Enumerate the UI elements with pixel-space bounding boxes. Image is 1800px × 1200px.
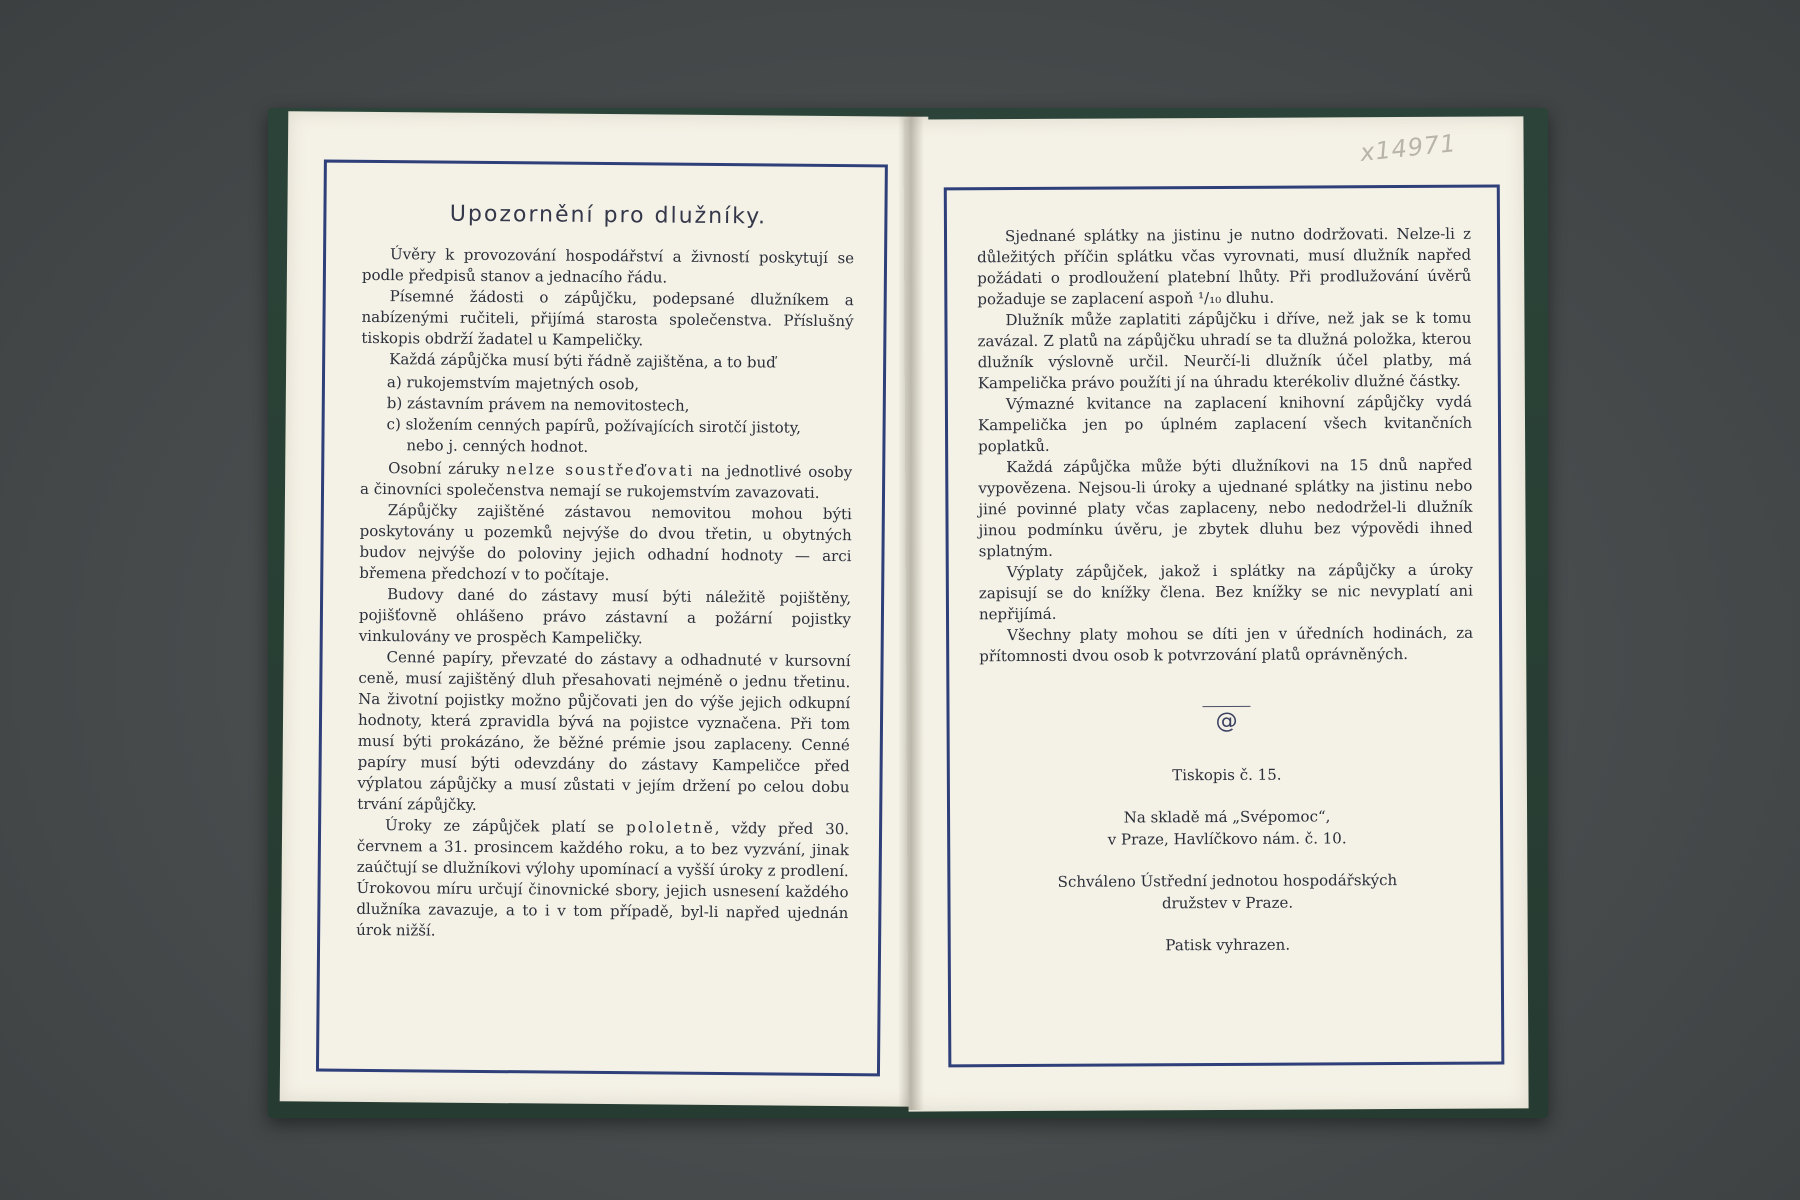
swirl-icon: @ — [1215, 708, 1238, 735]
right-page-frame — [944, 185, 1505, 1068]
paragraph-office-hours: Všechny platy mohou se díti jen v úředních hodinách, za přítomnosti dvou osob k potvrzování platů oprávněných. — [979, 623, 1474, 666]
paragraph-credits: Úvěry k provozování hospodářství a živností poskytují se podle předpisů stanov a jednacího řádu. — [361, 245, 855, 287]
approval-line: Schváleno Ústřední jednotou hospodářských — [1057, 871, 1398, 891]
paragraph-real-estate: Zápůjčky zajištěné zástavou nemovitou mohou býti poskytovány u pozemků nejvýše do dvou třetin, u obytných budov nejvýše do poloviny jejich odhadní hodnoty — arci břemena předchozí v to počítaje. — [359, 501, 852, 585]
list-item: c) složením cenných papírů, požívajících sirotčí jistoty, — [386, 415, 802, 437]
paragraph-buildings: Budovy dané do zástavy musí býti náležitě pojištěny, pojišťovně ohlášeno právo zástavní a požární pojistky vinkulovány ve prospěch Kampeličky. — [358, 585, 852, 648]
paragraph-booklet: Výplaty zápůjček, jakož i splátky na zápůjčky a úroky zapisují se do knížky člena. Bez knížky se nic nevyplatí ani nepřijímá. — [978, 560, 1473, 624]
stock-line: v Praze, Havlíčkovo nám. č. 10. — [1107, 829, 1347, 849]
paragraph-security: Každá zápůjčka musí býti řádně zajištěna, a to buď — [389, 350, 776, 372]
text-segment: na jednotlivé osoby a činovníci společenstva nemají se rukojemstvím zavazovati. — [359, 461, 853, 502]
list-item: b) zástavním právem na nemovitostech, — [386, 394, 690, 415]
paragraph-interest — [356, 815, 849, 945]
ornament-rule — [1202, 706, 1250, 707]
approval-line: družstev v Praze. — [1161, 893, 1294, 913]
stock-line: Na skladě má „Svépomoc“, — [1123, 807, 1331, 827]
spaced-emphasis: pololetně — [626, 818, 715, 837]
book-gutter — [898, 112, 924, 1110]
paragraph-securities: Cenné papíry, převzaté do zástavy a odhadnuté v kursovní ceně, musí zajištěný dluh přesahovati nejméně o jednu třetinu. Na životní pojistky možno půjčovati jen do výše jejich odkupní hodnoty, která zpravidla bývá na pojistce vyznačena. Při tom musí býti prokázáno, že běžné prémie jsou zaplaceny. Cenné papíry musí býti odevzdány do zástavy Kampeličce před výplatou zápůjčky a musí zůstati v jejím držení po celou dobu trvání zápůjčky. — [357, 648, 851, 814]
ornament — [979, 691, 1473, 736]
right-page — [903, 116, 1528, 1111]
stock-info — [980, 805, 1474, 852]
spaced-emphasis: nelze soustřeďovati — [506, 460, 695, 480]
list-item: a) rukojemstvím majetných osob, — [386, 373, 640, 394]
left-page-frame — [316, 160, 888, 1077]
approval-info — [980, 869, 1474, 916]
paragraph-termination: Každá zápůjčka může býti dlužníkovi na 15 dnů napřed vypovězena. Nejsou-li úroky a ujednané splátky na jistinu nebo jiné povinné platy včas zaplaceny, nebo nedodržel-li dlužník jinou podmínku úvěru, je zbytek dluhu bez výpovědi ihned splatným. — [978, 455, 1473, 561]
paragraph-receipts: Výmazné kvitance na zaplacení knihovní zápůjčky vydá Kampelička jen po úplném zaplacení všech kvitančních poplatků. — [977, 392, 1473, 456]
list-item-continuation: nebo j. cenných hodnot. — [406, 436, 589, 456]
paragraph-guarantees — [360, 458, 852, 504]
page-title: Upozornění pro dlužníky. — [449, 201, 768, 230]
text-segment: Úroky ze zápůjček platí se — [385, 816, 615, 837]
paragraph-installments: Sjednané splátky na jistinu je nutno dodržovati. Nelze-li z důležitých příčin splátku včas vyrovnati, musí dlužník napřed požádati o prodloužení platební lhůty. Při prodlužování úvěrů požaduje se zaplacení aspoň ¹/₁₀ dluhu. — [977, 224, 1472, 309]
reprint-notice: Patisk vyhrazen. — [1165, 935, 1291, 955]
text-segment: Osobní záruky — [388, 459, 500, 479]
security-list — [360, 372, 853, 460]
paragraph-early-payment: Dlužník může zaplatiti zápůjčku i dříve, než jak se k tomu zavázal. Z platů na zápůjčku uhradí se ta dlužná položka, kterou dlužník výslovně určil. Neurčí-li dlužník účel platby, má Kampelička právo použíti jí na úhradu kterékoliv dlužné částky. — [977, 308, 1472, 393]
paragraph-applications: Písemné žádosti o zápůjčku, podepsané dlužníkem a nabízenými ručiteli, přijímá starosta společenstva. Příslušný tiskopis obdrží žadatel u Kampeličky. — [361, 287, 854, 350]
left-page — [280, 111, 929, 1107]
form-number: Tiskopis č. 15. — [1172, 765, 1282, 785]
handwritten-mark: x14971 — [1358, 129, 1458, 167]
text-segment: , vždy před 30. červnem a 31. prosincem každého roku, a to bez vyzvání, jinak zaúčtují se dlužníkovi výlohy upomínací a vyšší úroky z prodlení. Úrokovou míru určují činovnické sbory, jejich usnesení každého dlužníka zavazuje, a to i v tom případě, byl-li napřed ujednán úrok nižší. — [356, 818, 850, 940]
